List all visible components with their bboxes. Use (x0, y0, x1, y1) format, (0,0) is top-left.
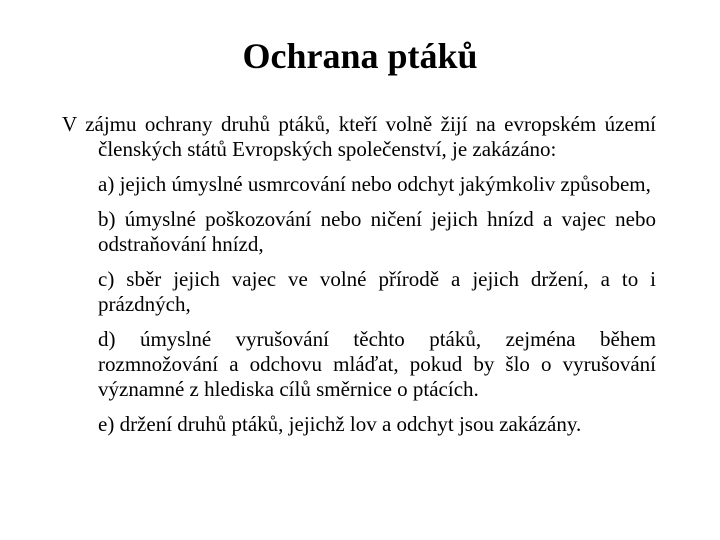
list-item-a: a) jejich úmyslné usmrcování nebo odchyt jakýmkoliv způsobem, (98, 172, 651, 196)
list-item-b: b) úmyslné poškozování nebo ničení jejich hnízd a vajec nebo odstraňování hnízd, (98, 207, 656, 256)
list-item-d: d) úmyslné vyrušování těchto ptáků, zejména během rozmnožování a odchovu mláďat, pokud by šlo o vyrušování významné z hlediska cílů směrnice o ptácích. (98, 327, 656, 401)
intro-paragraph: V zájmu ochrany druhů ptáků, kteří volně žijí na evropském území členských států Evropských společenství, je zakázáno: (62, 112, 656, 161)
list-item-c: c) sběr jejich vajec ve volné přírodě a jejich držení, a to i prázdných, (98, 267, 656, 316)
slide-title: Ochrana ptáků (242, 36, 478, 76)
list-item-e: e) držení druhů ptáků, jejichž lov a odchyt jsou zakázány. (98, 412, 582, 436)
slide-body (62, 112, 656, 437)
